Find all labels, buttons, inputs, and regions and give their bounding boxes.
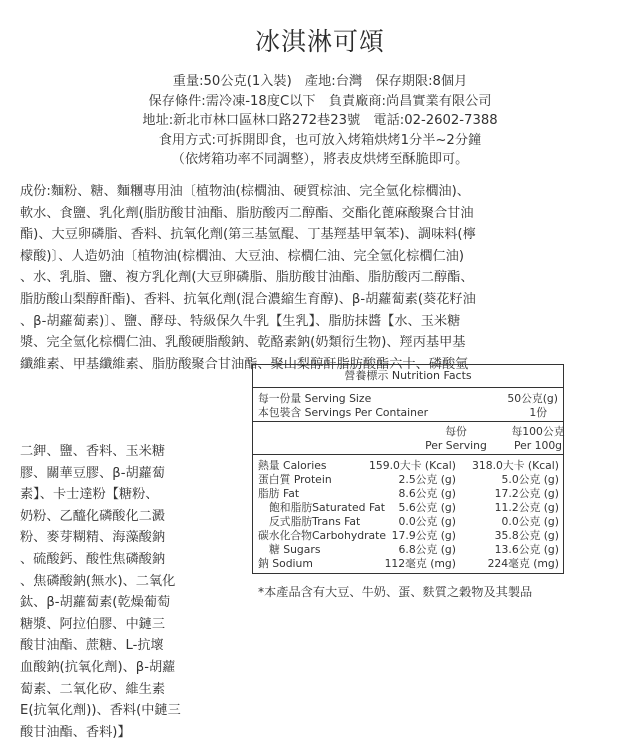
nutrient-per-100g: 5.0公克 (g)	[501, 473, 559, 486]
serving-size-value: 50公克(g)	[507, 392, 558, 405]
nutrient-per-100g: 17.2公克 (g)	[494, 487, 559, 500]
ingredients-line: 血酸鈉(抗氧化劑)、β-胡蘿	[20, 659, 176, 675]
nutrient-per-100g: 318.0大卡 (Kcal)	[472, 459, 559, 472]
ingredients-line: E(抗氧化劑))、香料(中鏈三	[20, 703, 181, 719]
nutrition-facts-header: 營養標示 Nutrition Facts	[253, 365, 563, 388]
ingredients-line: 膠、關華豆膠、β-胡蘿蔔	[20, 465, 166, 481]
table-divider	[253, 454, 563, 455]
ingredients-continued	[20, 441, 252, 743]
nutrient-label: 蛋白質 Protein	[258, 473, 332, 486]
nutrient-label: 鈉 Sodium	[258, 557, 313, 570]
nutrient-per-100g: 224毫克 (mg)	[487, 557, 559, 570]
nutrient-per-100g: 11.2公克 (g)	[494, 501, 559, 514]
allergen-notice: *本產品含有大豆、牛奶、蛋、麩質之穀物及其製品	[258, 585, 533, 599]
ingredients-line: 粉、麥芽糊精、海藻酸鈉	[20, 530, 166, 546]
ingredients-line: 鈦、β-胡蘿蔔素(乾燥葡萄	[20, 595, 171, 611]
nutrient-label: 反式脂肪Trans Fat	[269, 515, 361, 528]
nutrient-per-100g: 0.0公克 (g)	[501, 515, 559, 528]
info-usage-instructions: 食用方式:可拆開即食，也可放入烤箱烘烤1分半~2分鐘	[158, 132, 482, 148]
serving-size-label: 每一份量 Serving Size	[258, 392, 372, 405]
product-title: 冰淇淋可頌	[254, 27, 385, 56]
nutrient-label: 脂肪 Fat	[258, 487, 300, 500]
ingredients-line: 、β-胡蘿蔔素)〕、鹽、酵母、特級保久牛乳【生乳】、脂肪抹醬【水、玉米糖	[20, 313, 461, 329]
nutrient-per-serving: 6.8公克 (g)	[398, 543, 456, 556]
ingredients-block	[20, 181, 624, 375]
nutrient-per-serving: 8.6公克 (g)	[398, 487, 456, 500]
ingredients-line: 糖漿、阿拉伯膠、中鏈三	[20, 616, 166, 632]
per-100g-header-zh: 每100公克	[511, 425, 565, 438]
ingredients-line: 軟水、食鹽、乳化劑(脂肪酸甘油酯、脂肪酸丙二醇酯、交酯化蓖麻酸聚合甘油	[20, 205, 474, 221]
ingredients-line: 脂肪酸山梨醇酐酯)、香料、抗氧化劑(混合濃縮生育醇)、β-胡蘿蔔素(葵花籽油	[20, 291, 476, 307]
ingredients-line: 酸甘油酯、香料)】	[20, 724, 131, 740]
nutrient-per-serving: 0.0公克 (g)	[398, 515, 456, 528]
ingredients-line: 素】、卡士達粉【糖粉、	[20, 487, 159, 503]
nutrient-label: 糖 Sugars	[269, 543, 321, 556]
servings-per-container-label: 本包裝含 Servings Per Container	[258, 406, 429, 419]
ingredients-line: 纖維素、甲基纖維素、脂肪酸聚合甘油酯、聚山梨醇酐脂肪酸酯六十、磷酸氫	[20, 356, 469, 372]
ingredients-line: 、焦磷酸鈉(無水)、二氧化	[20, 573, 176, 589]
nutrient-per-100g: 35.8公克 (g)	[494, 529, 559, 542]
per-100g-header-en: Per 100g	[513, 439, 563, 452]
ingredients-line: 酯)、大豆卵磷脂、香料、抗氧化劑(第三基氫醌、丁基羥基甲氧苯)、調味料(檸	[20, 227, 476, 243]
ingredients-line: 成份:麵粉、糖、麵糰專用油〔植物油(棕櫚油、硬質棕油、完全氫化棕櫚油)、	[20, 184, 470, 199]
nutrient-per-serving: 112毫克 (mg)	[384, 557, 456, 570]
nutrient-label: 熱量 Calories	[258, 459, 327, 472]
ingredients-line: 、硫酸鈣、酸性焦磷酸鈉	[20, 551, 166, 567]
nutrient-per-serving: 5.6公克 (g)	[398, 501, 456, 514]
nutrition-facts-table	[252, 364, 564, 574]
per-serving-header-zh: 每份	[445, 425, 467, 438]
per-serving-header-en: Per Serving	[425, 439, 487, 452]
ingredients-line: 奶粉、乙醯化磷酸化二澱	[20, 508, 166, 524]
nutrient-per-serving: 159.0大卡 (Kcal)	[369, 459, 456, 472]
info-storage-manufacturer: 保存條件:需冷凍-18度C以下 負責廠商:尚昌實業有限公司	[148, 93, 492, 109]
ingredients-line: 蔔素、二氧化矽、維生素	[20, 681, 166, 697]
nutrient-per-serving: 17.9公克 (g)	[391, 529, 456, 542]
servings-per-container-value: 1份	[529, 406, 547, 419]
ingredients-line: 檬酸)〕、人造奶油〔植物油(棕櫚油、大豆油、棕櫚仁油、完全氫化棕櫚仁油)	[20, 248, 465, 264]
info-address-phone: 地址:新北市林口區林口路272巷23號 電話:02-2602-7388	[142, 113, 498, 128]
nutrient-label: 碳水化合物Carbohydrate	[258, 529, 387, 542]
product-info	[0, 72, 640, 170]
info-weight-origin-shelf-life: 重量:50公克(1入裝) 產地:台灣 保存期限:8個月	[172, 74, 468, 89]
ingredients-line: 酸甘油酯、蔗糖、L-抗壞	[20, 638, 164, 654]
ingredients-line: 二鉀、鹽、香料、玉米糖	[20, 444, 166, 459]
info-usage-note: （依烤箱功率不同調整），將表皮烘烤至酥脆即可。	[171, 152, 469, 167]
nutrient-label: 飽和脂肪Saturated Fat	[269, 501, 386, 514]
nutrient-per-100g: 13.6公克 (g)	[494, 543, 559, 556]
nutrient-per-serving: 2.5公克 (g)	[398, 473, 456, 486]
ingredients-line: 漿、完全氫化棕櫚仁油、乳酸硬脂酸鈉、乾酪素鈉(奶類衍生物)、羥丙基甲基	[20, 335, 466, 351]
table-divider	[253, 421, 563, 422]
ingredients-line: 、水、乳脂、鹽、複方乳化劑(大豆卵磷脂、脂肪酸甘油酯、脂肪酸丙二醇酯、	[20, 270, 474, 286]
